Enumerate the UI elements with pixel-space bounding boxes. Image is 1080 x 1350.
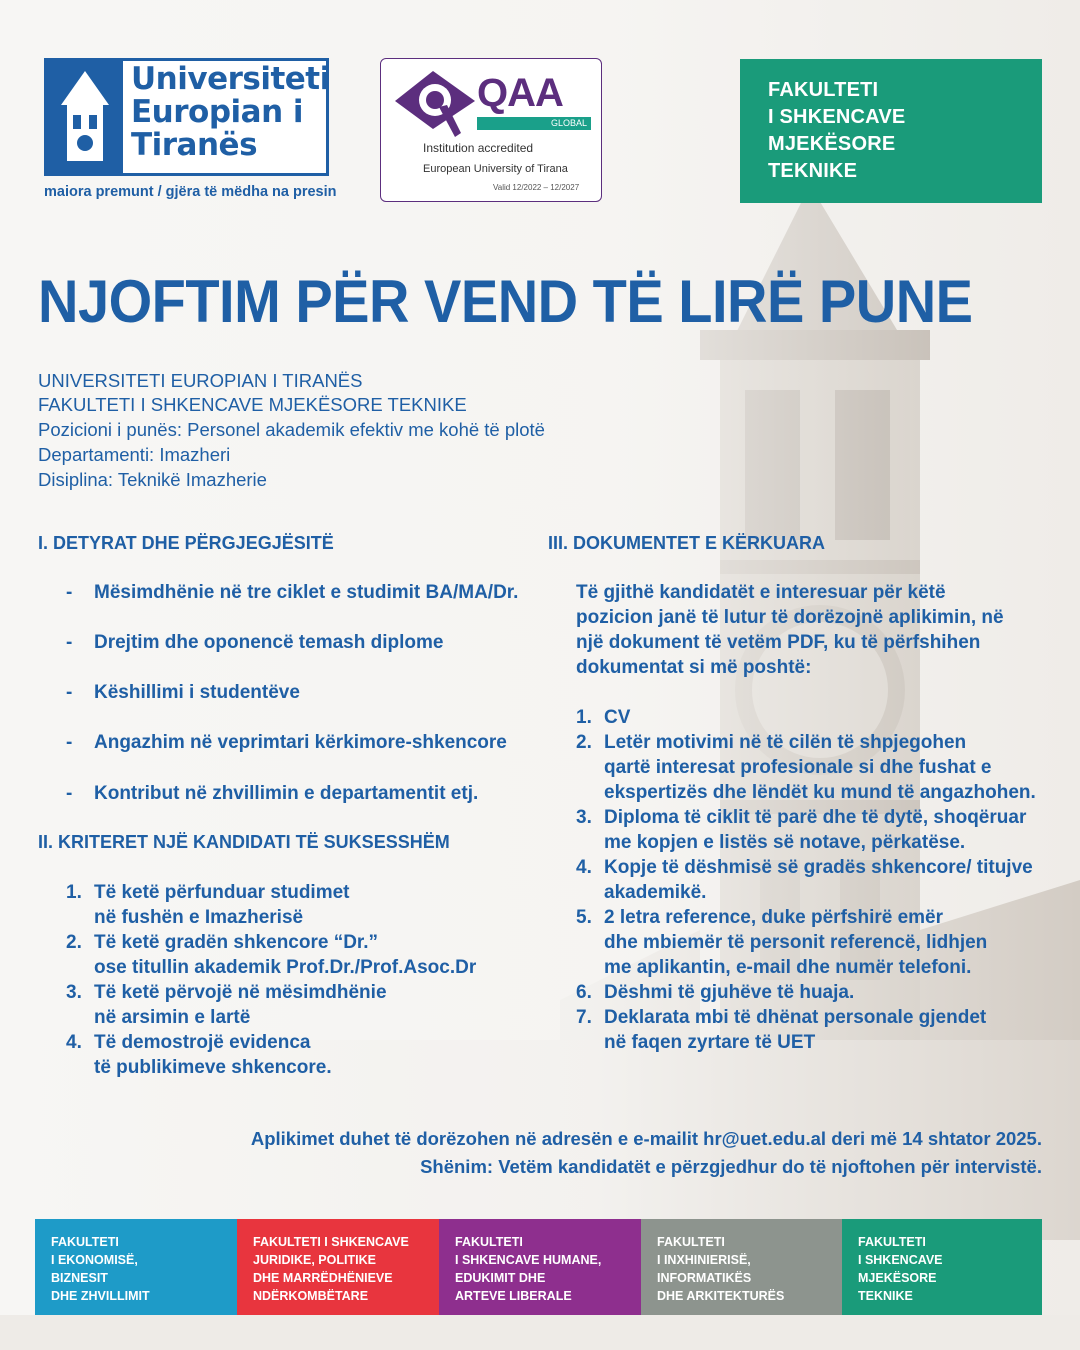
document-item-text: me aplikantin, e-mail dhe numër telefoni.	[604, 957, 972, 978]
faculty-bar-line: DHE ARKITEKTURËS	[657, 1289, 785, 1303]
university-logo	[44, 58, 337, 208]
duty-item: Këshillimi i studentëve	[94, 682, 300, 703]
criteria-number: 4.	[66, 1032, 82, 1053]
shortlist-note: Shënim: Vetëm kandidatët e përzgjedhur do të njoftohen për intervistë.	[420, 1156, 1042, 1177]
faculty-bar-line: TEKNIKE	[858, 1289, 913, 1303]
duty-item: Angazhim në veprimtari kërkimore-shkencore	[94, 732, 507, 753]
qaa-global-label: GLOBAL	[477, 117, 591, 130]
documents-intro-text: dokumentat si më poshtë:	[576, 657, 812, 678]
section-documents-heading: III. DOKUMENTET E KËRKUARA	[548, 533, 826, 553]
document-item-text: në faqen zyrtare të UET	[604, 1032, 816, 1053]
document-item-text: akademikë.	[604, 882, 707, 903]
duty-item: Kontribut në zhvillimin e departamentit etj.	[94, 783, 479, 804]
criteria-item-text: Të ketë gradën shkencore “Dr.”	[94, 932, 379, 953]
qaa-accredited-text: Institution accredited	[423, 141, 534, 155]
info-position: Pozicioni i punës: Personel akademik efektiv me kohë të plotë	[38, 419, 545, 440]
university-logo-frame	[44, 58, 329, 176]
info-discipline: Disiplina: Teknikë Imazherie	[38, 469, 267, 490]
faculty-bar-line: EDUKIMIT DHE	[455, 1271, 546, 1285]
criteria-item-text: të publikimeve shkencore.	[94, 1057, 332, 1078]
duty-item: Drejtim dhe oponencë temash diplome	[94, 632, 444, 653]
info-faculty: FAKULTETI I SHKENCAVE MJEKËSORE TEKNIKE	[38, 394, 467, 415]
qaa-valid-dates: Valid 12/2022 – 12/2027	[493, 183, 580, 192]
faculty-bar-line: ARTEVE LIBERALE	[455, 1289, 572, 1303]
criteria-item-text: në fushën e Imazherisë	[94, 907, 304, 928]
document-number: 5.	[576, 907, 592, 928]
faculty-name-box	[740, 59, 1042, 203]
page-title: NJOFTIM PËR VEND TË LIRË PUNE	[38, 267, 973, 336]
document-item-text: 2 letra reference, duke përfshirë emër	[604, 907, 944, 928]
list-bullet: -	[66, 732, 73, 753]
faculty-box-line-3: MJEKËSORE	[768, 133, 896, 155]
faculty-bar-line: MJEKËSORE	[858, 1271, 937, 1285]
document-item-text: me kopjen e listës së notave, përkatëse.	[604, 832, 966, 853]
university-name-line-1: Universiteti	[131, 61, 330, 97]
document-number: 3.	[576, 807, 592, 828]
university-motto: maiora premunt / gjëra të mëdha na presin	[44, 184, 337, 200]
list-bullet: -	[66, 632, 73, 653]
list-bullet: -	[66, 582, 73, 603]
faculty-bar-line: FAKULTETI	[657, 1235, 725, 1249]
document-item-text: Dëshmi të gjuhëve të huaja.	[604, 982, 855, 1003]
tower-emblem-icon	[47, 61, 123, 173]
section-criteria-heading: II. KRITERET NJË KANDIDATI TË SUKSESSHËM	[38, 832, 450, 852]
faculty-box-line-4: TEKNIKE	[768, 160, 858, 182]
document-item-text: Letër motivimi në të cilën të shpjegohen	[604, 732, 967, 753]
faculty-bar-line: I SHKENCAVE HUMANE,	[455, 1253, 602, 1267]
document-item-text: Diploma të ciklit të parë dhe të dytë, shoqëruar	[604, 807, 1027, 828]
criteria-item-text: Të ketë përfunduar studimet	[94, 882, 350, 903]
duty-item: Mësimdhënie në tre ciklet e studimit BA/MA/Dr.	[94, 582, 519, 603]
faculty-bar-line: BIZNESIT	[51, 1271, 108, 1285]
qaa-institution-name: European University of Tirana	[423, 163, 568, 175]
faculty-bar-law-politics	[237, 1219, 439, 1315]
faculty-bar-line: FAKULTETI	[51, 1235, 119, 1249]
faculty-bar-economics	[35, 1219, 237, 1315]
faculty-bar-line: NDËRKOMBËTARE	[253, 1289, 369, 1303]
document-item-text: Kopje të dëshmisë së gradës shkencore/ titujve	[604, 857, 1033, 878]
criteria-item-text: në arsimin e lartë	[94, 1007, 251, 1028]
university-name-line-2: Europian i	[131, 94, 304, 130]
faculty-bar-line: JURIDIKE, POLITIKE	[253, 1253, 376, 1267]
university-name-line-3: Tiranës	[131, 127, 258, 163]
section-duties-heading: I. DETYRAT DHE PËRGJEGJËSITË	[38, 533, 334, 553]
faculty-box-line-1: FAKULTETI	[768, 79, 879, 101]
faculty-box-line-2: I SHKENCAVE	[768, 106, 906, 128]
faculty-bar-line: FAKULTETI I SHKENCAVE	[253, 1235, 409, 1249]
documents-intro-text: pozicion janë të lutur të dorëzojnë aplikimin, në	[576, 607, 1004, 628]
qaa-wordmark: QAA	[477, 71, 563, 115]
documents-intro-text: Të gjithë kandidatët e interesuar për këtë	[576, 582, 946, 603]
criteria-number: 3.	[66, 982, 82, 1003]
faculty-bar-line: FAKULTETI	[858, 1235, 926, 1249]
faculty-bar-line: I SHKENCAVE	[858, 1253, 943, 1267]
faculty-bar-line: I INXHINIERISË,	[657, 1253, 751, 1267]
document-item-text: ekspertizës dhe lëndët ku mund të angazhohen.	[604, 782, 1036, 803]
list-bullet: -	[66, 783, 73, 804]
faculty-bar-line: FAKULTETI	[455, 1235, 523, 1249]
faculty-bar-line: DHE MARRËDHËNIEVE	[253, 1271, 393, 1285]
documents-intro-text: një dokument të vetëm PDF, ku të përfshihen	[576, 632, 981, 653]
document-number: 7.	[576, 1007, 592, 1028]
document-item-text: dhe mbiemër të personit referencë, lidhjen	[604, 932, 988, 953]
criteria-item-text: Të ketë përvojë në mësimdhënie	[94, 982, 387, 1003]
application-deadline-note: Aplikimet duhet të dorëzohen në adresën e e-mailit hr@uet.edu.al deri më 14 shtator 2025.	[250, 1128, 1042, 1149]
faculty-bar-engineering	[641, 1219, 842, 1315]
criteria-item-text: ose titullin akademik Prof.Dr./Prof.Asoc.Dr	[94, 957, 477, 978]
document-item-text: qartë interesat profesionale si dhe fushat e	[604, 757, 992, 778]
criteria-number: 2.	[66, 932, 82, 953]
info-university: UNIVERSITETI EUROPIAN I TIRANËS	[38, 370, 363, 391]
faculty-bar-line: INFORMATIKËS	[657, 1271, 752, 1285]
criteria-number: 1.	[66, 882, 82, 903]
faculty-bar-medical-technical	[842, 1219, 1042, 1315]
document-number: 1.	[576, 707, 592, 728]
faculty-bar-humanities	[439, 1219, 641, 1315]
qaa-accreditation-badge	[380, 58, 602, 202]
document-number: 6.	[576, 982, 592, 1003]
document-item-text: CV	[604, 707, 631, 728]
university-name	[131, 63, 330, 162]
info-department: Departamenti: Imazheri	[38, 444, 231, 465]
criteria-item-text: Të demostrojë evidenca	[94, 1032, 311, 1053]
document-number: 2.	[576, 732, 592, 753]
qaa-q-logo-icon	[395, 67, 479, 141]
document-item-text: Deklarata mbi të dhënat personale gjendet	[604, 1007, 987, 1028]
list-bullet: -	[66, 682, 73, 703]
document-number: 4.	[576, 857, 592, 878]
faculty-bar-line: I EKONOMISË,	[51, 1253, 138, 1267]
faculty-bar-line: DHE ZHVILLIMIT	[51, 1289, 150, 1303]
